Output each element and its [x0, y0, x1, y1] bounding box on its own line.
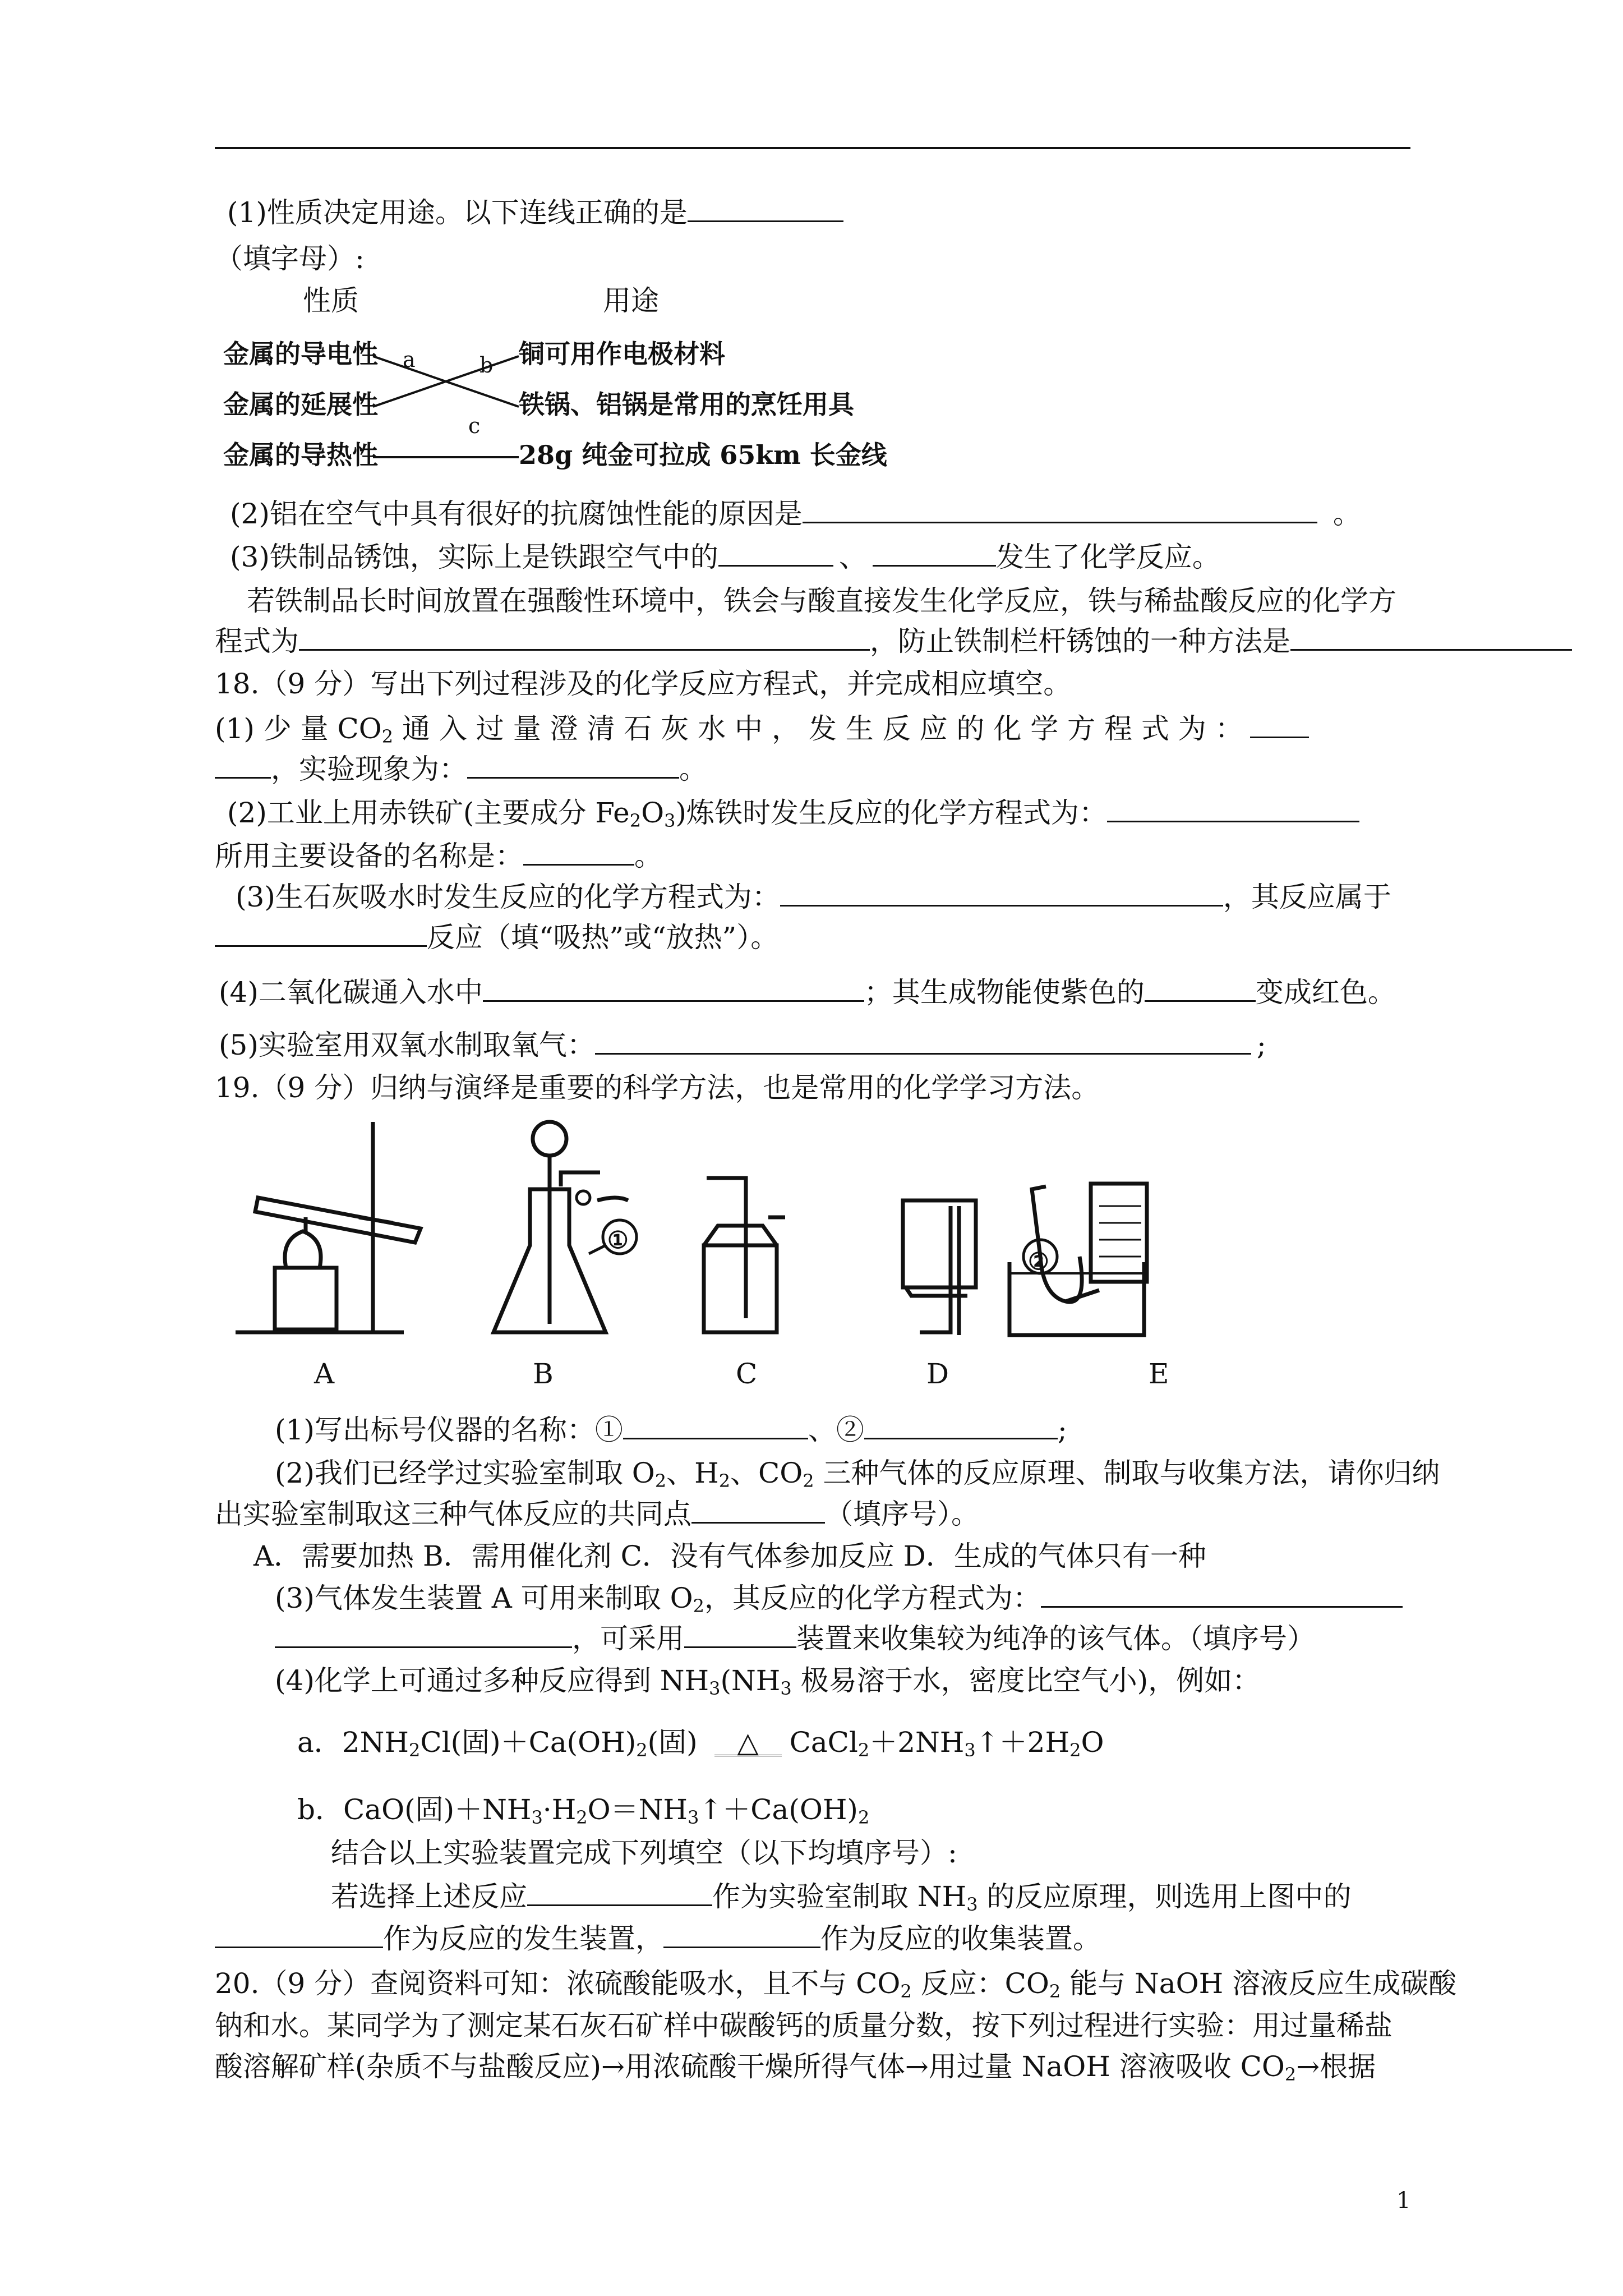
- q17-part4: 程式为 ，防止铁制栏杆锈蚀的一种方法是: [215, 624, 1572, 659]
- apparatus-label: D: [926, 1358, 949, 1390]
- reaction-b: b．CaO(固)$+NH_3\cdot H_2O=NH_3↑+Ca(OH)_2$: [297, 1793, 870, 1828]
- label-a: a: [403, 347, 416, 372]
- blank: [780, 880, 1223, 907]
- blank: [803, 497, 1317, 523]
- blank: [663, 1922, 820, 1948]
- blank: [595, 1028, 1251, 1055]
- property-item: 金属的导电性: [223, 339, 378, 369]
- blank: [688, 196, 843, 222]
- blank: [1290, 624, 1572, 651]
- apparatus-figure: [224, 1116, 1262, 1397]
- apparatus-label: A: [314, 1358, 335, 1390]
- blank: [623, 1413, 808, 1439]
- q20-line3: 酸溶解矿样(杂质不与盐酸反应)→用浓硫酸干燥所得气体→用过量 NaOH 溶液吸收 $CO_2\to$根据: [215, 2050, 1376, 2085]
- q19-item2: (2)我们已经学过实验室制取 $O_2$、$H_2$、$CO_2$ 三种气体的反应原理、制取与收集方法，请你归纳: [275, 1457, 1440, 1492]
- property-item: 金属的导热性: [223, 440, 378, 470]
- column-use: 用途: [603, 284, 659, 317]
- use-item: 铜可用作电极材料: [519, 339, 725, 369]
- q18-item2: (2)工业上用赤铁矿(主要成分 $Fe_2O_3$)炼铁时发生反应的化学方程式为：: [227, 795, 1359, 830]
- blank: [873, 540, 996, 567]
- blank: [718, 540, 833, 567]
- blank: [684, 1622, 796, 1648]
- blank: [1107, 796, 1359, 822]
- q19-fill1: 若选择上述反应 作为实验室制取 $NH_3$ 的反应原理，则选用上图中的: [331, 1880, 1352, 1915]
- blank: [215, 752, 271, 779]
- label-b: b: [479, 353, 494, 378]
- q17-part3: (3)铁制品锈蚀，实际上是铁跟空气中的 、 发生了化学反应。: [230, 541, 1220, 573]
- blank: [1145, 976, 1256, 1002]
- blank: [467, 752, 679, 779]
- blank: [299, 624, 870, 651]
- q18-item1-cont: ，实验现象为： 。: [215, 752, 707, 786]
- q18-heading: 18.（9 分）写出下列过程涉及的化学反应方程式，并完成相应填空。: [215, 668, 1072, 700]
- q18-item5: (5)实验室用双氧水制取氧气： ;: [219, 1029, 1266, 1061]
- blank: [864, 1413, 1058, 1439]
- property-item: 金属的延展性: [223, 389, 378, 420]
- q17-text: 若铁制品长时间放置在强酸性环境中，铁会与酸直接发生化学反应，铁与稀盐酸反应的化学方: [247, 585, 1396, 617]
- q17-part1: (1)性质决定用途。以下连线正确的是: [227, 195, 843, 230]
- blank: [527, 1880, 712, 1906]
- q19-instruction: 结合以上实验装置完成下列填空（以下均填序号）:: [331, 1837, 957, 1869]
- q19-fill2: 作为反应的发生装置， 作为反应的收集装置。: [215, 1921, 1101, 1956]
- q19-item3-cont: ，可采用 装置来收集较为纯净的该气体。（填序号）: [275, 1621, 1315, 1656]
- label-mark-1: ①: [607, 1226, 629, 1254]
- blank: [483, 976, 864, 1002]
- q19-item2-cont: 出实验室制取这三种气体反应的共同点 （填序号）。: [215, 1498, 979, 1530]
- q19-item1: (1)写出标号仪器的名称：① 、② ;: [275, 1414, 1067, 1446]
- q18-item3: (3)生石灰吸水时发生反应的化学方程式为： ，其反应属于: [236, 881, 1391, 913]
- q18-item3-cont: 反应（填“吸热”或“放热”）。: [215, 920, 778, 955]
- use-item: 铁锅、铝锅是常用的烹饪用具: [519, 389, 854, 420]
- blank: [275, 1622, 572, 1648]
- q17-part2: (2)铝在空气中具有很好的抗腐蚀性能的原因是 。: [230, 498, 1361, 530]
- q19-item3: (3)气体发生装置 A 可用来制取 $O_2$，其反应的化学方程式为：: [275, 1581, 1403, 1616]
- blank: [215, 1922, 383, 1948]
- heat-delta-icon: △: [714, 1730, 782, 1756]
- q18-item2-cont: 所用主要设备的名称是： 。: [215, 840, 662, 872]
- blank: [691, 1497, 825, 1524]
- apparatus-label: E: [1149, 1358, 1169, 1390]
- q19-heading: 19.（9 分）归纳与演绎是重要的科学方法，也是常用的化学学习方法。: [215, 1071, 1100, 1104]
- reaction-a: a．$2NH_2Cl$(固)$+Ca(OH)_2$(固) △ $CaCl_2+2NH_3↑+2H_2O$: [297, 1726, 1104, 1761]
- q18-item4: (4)二氧化碳通入水中 ；其生成物能使紫色的 变成红色。: [219, 976, 1396, 1009]
- blank: [1250, 712, 1309, 738]
- apparatus-label: C: [736, 1358, 758, 1390]
- label-c: c: [468, 413, 481, 438]
- blank: [215, 921, 427, 947]
- q18-item1: (1) 少 量 $CO_2$ 通 入 过 量 澄 清 石 灰 水 中 ， 发 生 反 应 的 化 学 方 程 式 为 ：: [215, 711, 1309, 746]
- blank: [1041, 1581, 1403, 1608]
- page-number: 1: [1396, 2188, 1411, 2214]
- label-mark-2: ②: [1028, 1248, 1049, 1275]
- q17-part1-note: （填字母）:: [215, 242, 365, 275]
- apparatus-label: B: [533, 1358, 554, 1390]
- q19-options: A．需要加热 B．需用催化剂 C．没有气体参加反应 D．生成的气体只有一种: [253, 1540, 1206, 1572]
- header-rule: [215, 147, 1410, 149]
- q20-line2: 钠和水。某同学为了测定某石灰石矿样中碳酸钙的质量分数，按下列过程进行实验：用过量稀盐: [215, 2009, 1393, 2042]
- q20-line1: 20.（9 分）查阅资料可知：浓硫酸能吸水，且不与 $CO_2$ 反应：$CO_2$ 能与 NaOH 溶液反应生成碳酸: [215, 1967, 1457, 2002]
- matching-line-c: [370, 337, 522, 477]
- q19-item4: (4)化学上可通过多种反应得到 $NH_3(NH_3$ 极易溶于水，密度比空气小)，例如：: [275, 1664, 1261, 1699]
- column-property: 性质: [303, 284, 359, 317]
- use-item: 28g 纯金可拉成 65km 长金线: [519, 440, 887, 470]
- blank: [523, 839, 634, 866]
